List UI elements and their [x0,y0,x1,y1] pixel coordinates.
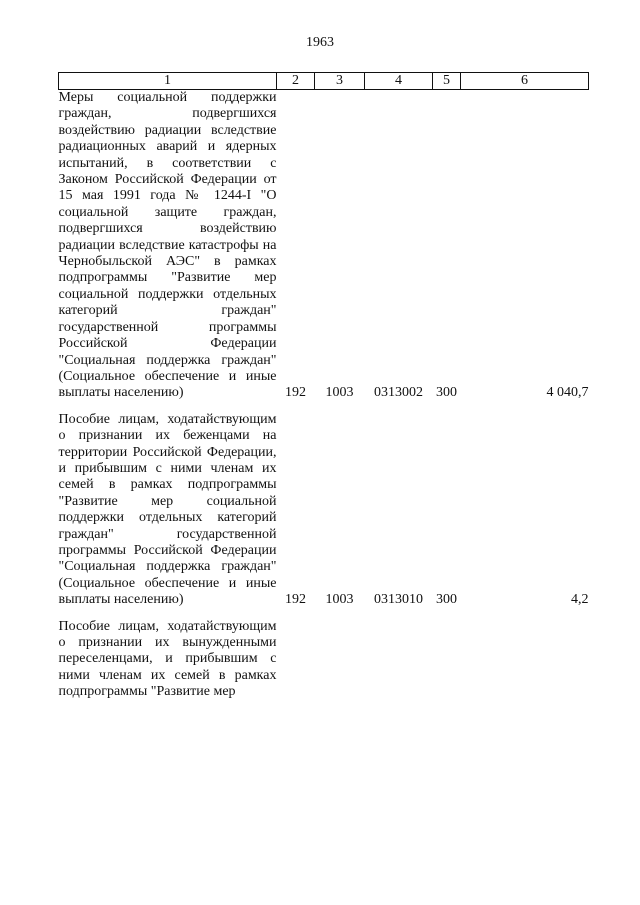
budget-table [58,72,589,701]
page-number: 1963 [306,35,334,50]
row-amount [461,619,589,701]
header-col-1: 1 [59,73,277,90]
row-description: Пособие лицам, ходатайствующим о признании их беженцами на территории Российской Федерации, и прибывшим с ними членам их семей в рамках подпрограммы "Развитие мер социальной поддержки отдельных категорий граждан" государственной программы Российской Федерации "Социальная поддержка граждан" (Социальное обеспечение и иные выплаты населению) [58,411,277,608]
table-header [59,73,589,90]
row-description: Меры социальной поддержки граждан, подвергшихся воздействию радиации вследствие радиационных аварий и ядерных испытаний, в соответствии с Законом Российской Федерации от 15 мая 1991 года № 1244-I "О социальной защите граждан, подвергшихся воздействию радиации вследствие катастрофы на Чернобыльской АЭС" в рамках подпрограммы "Развитие мер социальной поддержки отдельных категорий граждан" государственной программы Российской Федерации "Социальная поддержка граждан" (Социальное обеспечение и иные выплаты населению) [58,90,277,401]
row-spacer [59,609,589,619]
row-expense-type: 300 [436,385,457,401]
row-expense-type [433,619,461,701]
header-row [59,73,589,90]
row-amount: 4,2 [571,592,589,608]
row-description: Пособие лицам, ходатайствующим о признании их вынужденными переселенцами, и прибывшим с ними членам их семей в рамках подпрограммы "Развитие мер [58,618,277,700]
table-row [59,412,589,609]
row-expense-type: 300 [436,592,457,608]
row-spacer [59,402,589,412]
row-section-code [315,619,365,701]
row-target-code [365,619,433,701]
row-admin-code [277,619,315,701]
row-section-code: 1003 [325,385,354,401]
header-col-6: 6 [461,73,589,90]
table-row [59,90,589,402]
row-admin-code: 192 [285,385,306,401]
header-col-4: 4 [365,73,433,90]
table-row [59,619,589,701]
row-section-code: 1003 [325,592,354,608]
row-target-code: 0313010 [374,592,423,608]
header-col-3: 3 [315,73,365,90]
header-col-2: 2 [277,73,315,90]
row-amount: 4 040,7 [546,385,589,401]
row-admin-code: 192 [285,592,306,608]
table-body [59,90,589,701]
row-target-code: 0313002 [374,385,423,401]
header-col-5: 5 [433,73,461,90]
